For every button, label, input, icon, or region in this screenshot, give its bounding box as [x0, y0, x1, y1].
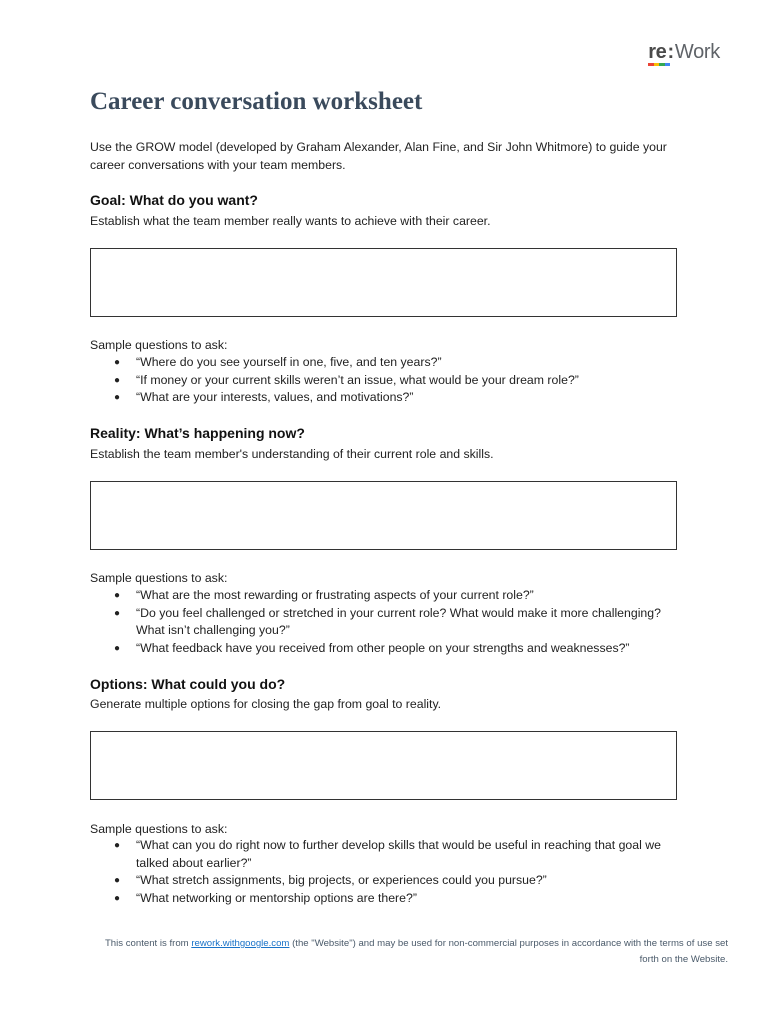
reality-answer-box[interactable] [90, 481, 677, 550]
question-text: “Do you feel challenged or stretched in your current role? What would make it more challenging? What isn’t challenging you?” [136, 605, 661, 637]
list-item [114, 372, 684, 390]
options-questions-list [114, 837, 684, 907]
question-text: “If money or your current skills weren’t an issue, what would be your dream role?” [136, 372, 579, 387]
goal-answer-box[interactable] [90, 248, 677, 317]
question-text: “What can you do right now to further develop skills that would be useful in reaching that goal we talked about earlier?” [136, 838, 661, 870]
bullet-icon: ● [114, 590, 121, 601]
list-item [114, 587, 684, 605]
logo-colon: : [667, 41, 674, 63]
list-item [114, 837, 684, 872]
reality-questions-list [114, 587, 684, 657]
options-heading: Options: What could you do? [90, 676, 286, 692]
logo-work: Work [674, 41, 720, 63]
footer-notice [100, 936, 728, 967]
footer-suffix: (the "Website") and may be used for non-commercial purposes in accordance with the terms of use set forth on the Website. [289, 938, 728, 965]
bullet-icon: ● [114, 642, 121, 654]
options-answer-box[interactable] [90, 731, 677, 800]
list-item [114, 890, 684, 908]
bullet-icon: ● [114, 357, 121, 368]
reality-heading: Reality: What’s happening now? [90, 425, 305, 441]
bullet-icon: ● [114, 840, 121, 851]
goal-sample-label: Sample questions to ask: [90, 338, 228, 352]
options-description: Generate multiple options for closing the gap from goal to reality. [90, 697, 442, 711]
goal-questions-list [114, 354, 684, 407]
logo-re [648, 41, 666, 64]
reality-description: Establish the team member's understanding of their current role and skills. [90, 447, 494, 461]
list-item [114, 354, 684, 372]
logo-color-bar [648, 63, 670, 66]
goal-description: Establish what the team member really wants to achieve with their career. [90, 214, 491, 228]
bullet-icon: ● [114, 875, 121, 886]
bullet-icon: ● [114, 892, 121, 904]
rework-logo [648, 41, 720, 65]
question-text: “What are your interests, values, and motivations?” [136, 390, 414, 404]
footer-prefix: This content is from [104, 938, 192, 949]
intro-text: Use the GROW model (developed by Graham Alexander, Alan Fine, and Sir John Whitmore) to guide your career conversations with your team members. [90, 140, 667, 172]
page-title: Career conversation worksheet [90, 88, 423, 115]
footer-website-link[interactable]: rework.withgoogle.com [191, 938, 290, 949]
logo-color-blue [665, 63, 671, 66]
bullet-icon: ● [114, 607, 121, 619]
goal-heading: Goal: What do you want? [90, 192, 258, 208]
bullet-icon: ● [114, 374, 121, 386]
question-text: “What are the most rewarding or frustrating aspects of your current role?” [136, 588, 534, 602]
list-item [114, 872, 684, 890]
bullet-icon: ● [114, 392, 121, 403]
list-item [114, 640, 684, 658]
question-text: “What feedback have you received from other people on your strengths and weaknesses?” [136, 640, 630, 655]
question-text: “Where do you see yourself in one, five, and ten years?” [136, 355, 442, 369]
logo-re-text: re [648, 41, 667, 63]
reality-sample-label: Sample questions to ask: [90, 571, 228, 585]
list-item [114, 389, 684, 407]
question-text: “What networking or mentorship options are there?” [136, 890, 417, 905]
question-text: “What stretch assignments, big projects, or experiences could you pursue?” [136, 873, 547, 887]
options-sample-label: Sample questions to ask: [90, 822, 228, 836]
list-item [114, 605, 684, 640]
